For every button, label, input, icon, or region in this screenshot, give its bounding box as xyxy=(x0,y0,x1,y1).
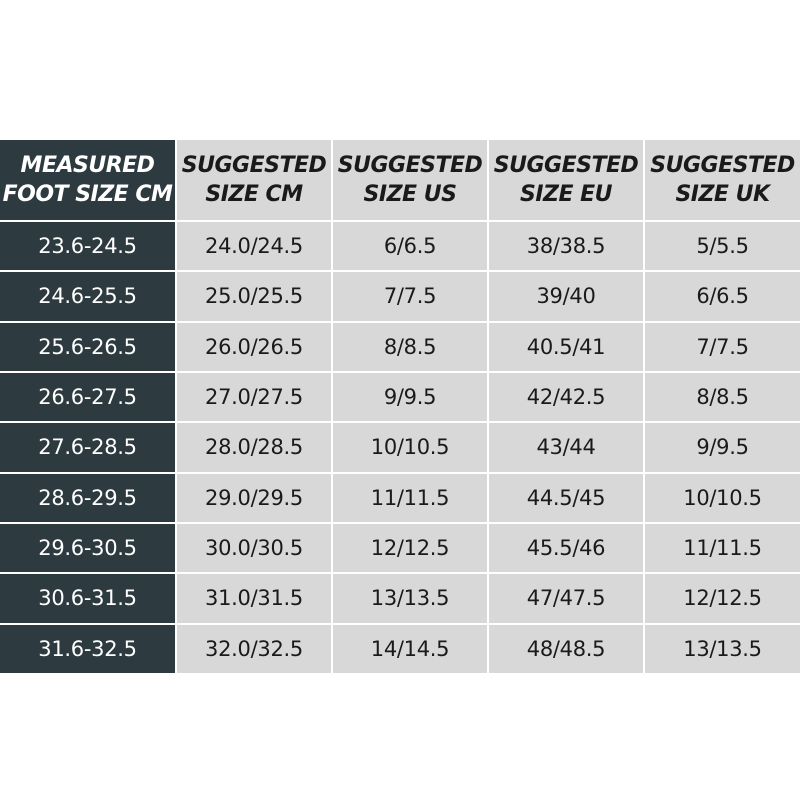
cell-measured-foot-size: 24.6-25.5 xyxy=(0,271,176,321)
header-suggested-size-uk: SUGGESTED SIZE UK xyxy=(644,140,800,221)
cell-size-eu: 45.5/46 xyxy=(488,523,644,573)
cell-size-eu: 39/40 xyxy=(488,271,644,321)
cell-size-cm: 32.0/32.5 xyxy=(176,624,332,673)
cell-size-eu: 40.5/41 xyxy=(488,322,644,372)
cell-size-eu: 42/42.5 xyxy=(488,372,644,422)
header-suggested-size-eu: SUGGESTED SIZE EU xyxy=(488,140,644,221)
header-measured-foot-size-cm: MEASURED FOOT SIZE CM xyxy=(0,140,176,221)
cell-measured-foot-size: 30.6-31.5 xyxy=(0,573,176,623)
cell-size-uk: 13/13.5 xyxy=(644,624,800,673)
cell-size-cm: 26.0/26.5 xyxy=(176,322,332,372)
table-row xyxy=(0,221,800,271)
cell-size-cm: 28.0/28.5 xyxy=(176,422,332,472)
cell-measured-foot-size: 26.6-27.5 xyxy=(0,372,176,422)
cell-size-cm: 25.0/25.5 xyxy=(176,271,332,321)
cell-size-us: 14/14.5 xyxy=(332,624,488,673)
cell-size-cm: 29.0/29.5 xyxy=(176,473,332,523)
cell-measured-foot-size: 31.6-32.5 xyxy=(0,624,176,673)
cell-size-uk: 10/10.5 xyxy=(644,473,800,523)
cell-size-cm: 24.0/24.5 xyxy=(176,221,332,271)
cell-measured-foot-size: 23.6-24.5 xyxy=(0,221,176,271)
cell-size-us: 7/7.5 xyxy=(332,271,488,321)
header-suggested-size-us: SUGGESTED SIZE US xyxy=(332,140,488,221)
cell-size-us: 11/11.5 xyxy=(332,473,488,523)
cell-size-us: 12/12.5 xyxy=(332,523,488,573)
cell-measured-foot-size: 29.6-30.5 xyxy=(0,523,176,573)
cell-size-uk: 11/11.5 xyxy=(644,523,800,573)
cell-size-eu: 43/44 xyxy=(488,422,644,472)
cell-size-uk: 12/12.5 xyxy=(644,573,800,623)
cell-size-uk: 5/5.5 xyxy=(644,221,800,271)
table-row xyxy=(0,271,800,321)
size-chart-table xyxy=(0,140,800,673)
cell-size-uk: 6/6.5 xyxy=(644,271,800,321)
cell-size-uk: 9/9.5 xyxy=(644,422,800,472)
cell-size-us: 10/10.5 xyxy=(332,422,488,472)
cell-size-us: 6/6.5 xyxy=(332,221,488,271)
cell-size-uk: 8/8.5 xyxy=(644,372,800,422)
header-row xyxy=(0,140,800,221)
table-row xyxy=(0,624,800,673)
cell-size-eu: 38/38.5 xyxy=(488,221,644,271)
cell-size-eu: 48/48.5 xyxy=(488,624,644,673)
cell-measured-foot-size: 27.6-28.5 xyxy=(0,422,176,472)
cell-size-us: 8/8.5 xyxy=(332,322,488,372)
cell-size-cm: 30.0/30.5 xyxy=(176,523,332,573)
cell-measured-foot-size: 28.6-29.5 xyxy=(0,473,176,523)
cell-measured-foot-size: 25.6-26.5 xyxy=(0,322,176,372)
cell-size-us: 13/13.5 xyxy=(332,573,488,623)
table-row xyxy=(0,523,800,573)
header-suggested-size-cm: SUGGESTED SIZE CM xyxy=(176,140,332,221)
cell-size-eu: 44.5/45 xyxy=(488,473,644,523)
cell-size-uk: 7/7.5 xyxy=(644,322,800,372)
table-row xyxy=(0,322,800,372)
table-row xyxy=(0,422,800,472)
table-row xyxy=(0,573,800,623)
table-row xyxy=(0,473,800,523)
cell-size-cm: 31.0/31.5 xyxy=(176,573,332,623)
table-row xyxy=(0,372,800,422)
cell-size-us: 9/9.5 xyxy=(332,372,488,422)
cell-size-eu: 47/47.5 xyxy=(488,573,644,623)
cell-size-cm: 27.0/27.5 xyxy=(176,372,332,422)
